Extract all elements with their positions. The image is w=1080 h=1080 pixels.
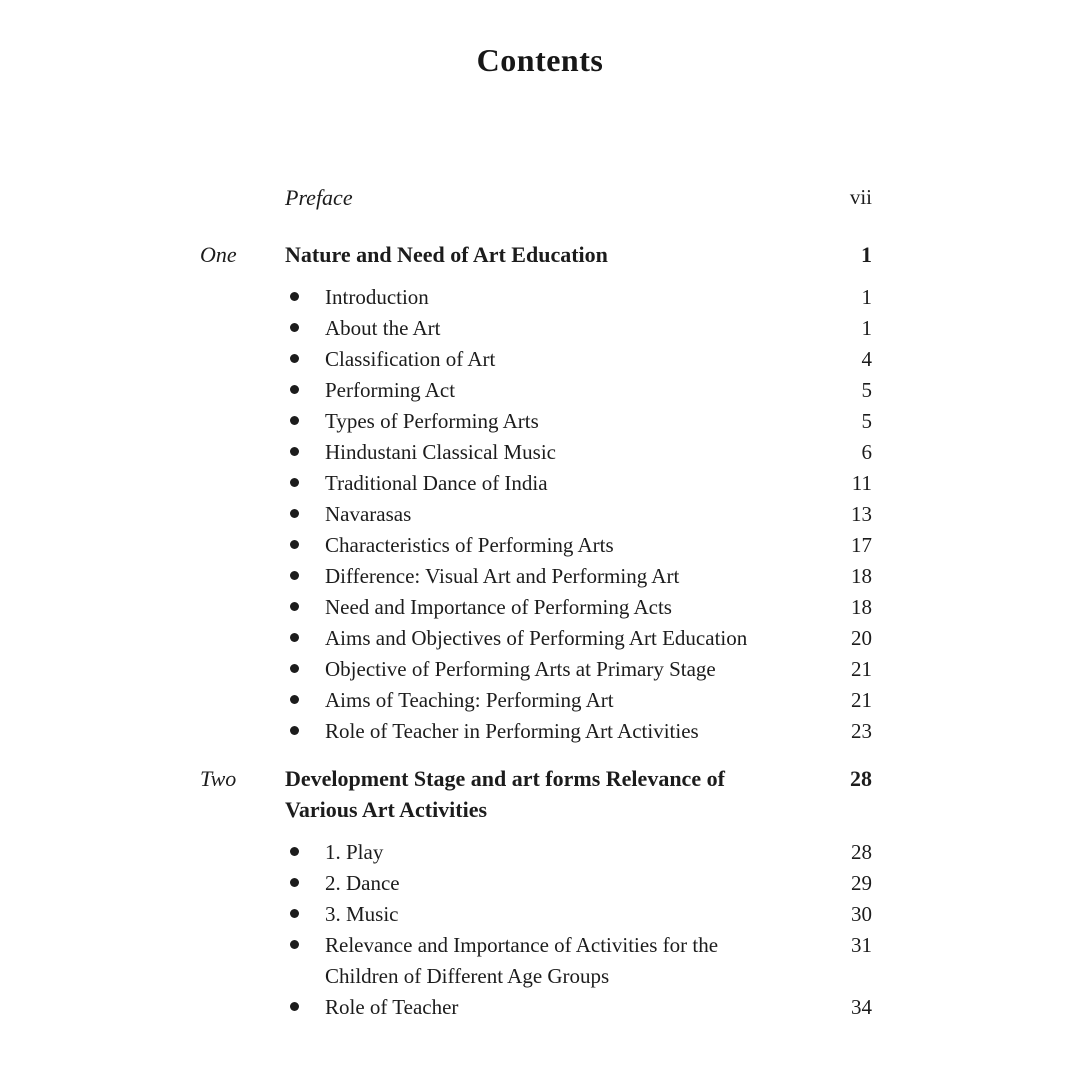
toc-item-label: Aims of Teaching: Performing Art bbox=[325, 688, 614, 712]
bullet-icon bbox=[290, 909, 299, 918]
chapter-items bbox=[200, 837, 872, 1023]
toc-item-page-number: 4 bbox=[861, 347, 872, 371]
toc-item bbox=[285, 437, 792, 468]
toc-item-label: Role of Teacher bbox=[325, 995, 459, 1019]
bullet-icon bbox=[290, 695, 299, 704]
bullet-icon bbox=[290, 571, 299, 580]
toc-item-page-number: 21 bbox=[851, 657, 872, 681]
bullet-icon bbox=[290, 633, 299, 642]
chapter-items bbox=[200, 282, 872, 747]
toc-item-page-number: 29 bbox=[851, 871, 872, 895]
toc-item-page-number: 5 bbox=[861, 409, 872, 433]
toc-item-row bbox=[200, 868, 872, 899]
toc-item bbox=[285, 313, 792, 344]
toc-item bbox=[285, 282, 792, 313]
chapter-number: Two bbox=[200, 766, 237, 791]
toc-item bbox=[285, 344, 792, 375]
toc-item-page-number: 31 bbox=[851, 933, 872, 957]
toc-item-row bbox=[200, 282, 872, 313]
bullet-icon bbox=[290, 292, 299, 301]
toc-item bbox=[285, 930, 792, 992]
chapter-heading-row bbox=[200, 239, 872, 270]
bullet-icon bbox=[290, 847, 299, 856]
bullet-icon bbox=[290, 354, 299, 363]
chapter-title: Development Stage and art forms Relevance of Various Art Activities bbox=[285, 766, 725, 822]
bullet-icon bbox=[290, 416, 299, 425]
toc-item-row bbox=[200, 592, 872, 623]
toc-item bbox=[285, 406, 792, 437]
toc-item-row bbox=[200, 654, 872, 685]
toc-item-page-number: 17 bbox=[851, 533, 872, 557]
bullet-icon bbox=[290, 385, 299, 394]
bullet-icon bbox=[290, 540, 299, 549]
toc-item-label: Traditional Dance of India bbox=[325, 471, 548, 495]
toc-item-label: Aims and Objectives of Performing Art Education bbox=[325, 626, 748, 650]
preface-page-number: vii bbox=[849, 185, 872, 209]
toc-item-label: Hindustani Classical Music bbox=[325, 440, 556, 464]
toc-item bbox=[285, 623, 792, 654]
toc-item-label: Objective of Performing Arts at Primary Stage bbox=[325, 657, 716, 681]
toc-item bbox=[285, 899, 792, 930]
toc-item-label: Relevance and Importance of Activities for the Children of Different Age Groups bbox=[325, 933, 719, 988]
chapter-title: Nature and Need of Art Education bbox=[285, 242, 608, 267]
toc-item-row bbox=[200, 313, 872, 344]
page-title: Contents bbox=[476, 42, 604, 78]
bullet-icon bbox=[290, 1002, 299, 1011]
toc-item bbox=[285, 685, 792, 716]
bullet-icon bbox=[290, 726, 299, 735]
toc-item-row bbox=[200, 685, 872, 716]
bullet-icon bbox=[290, 478, 299, 487]
toc-item-page-number: 34 bbox=[851, 995, 872, 1019]
toc-item-row bbox=[200, 561, 872, 592]
toc-item-row bbox=[200, 468, 872, 499]
toc-item-page-number: 6 bbox=[861, 440, 872, 464]
toc-item-row bbox=[200, 499, 872, 530]
bullet-icon bbox=[290, 878, 299, 887]
toc-item bbox=[285, 468, 792, 499]
toc-item-label: 3. Music bbox=[325, 902, 399, 926]
toc-item-label: Need and Importance of Performing Acts bbox=[325, 595, 672, 619]
toc-item bbox=[285, 992, 792, 1023]
toc-item-label: Navarasas bbox=[325, 502, 412, 526]
chapter-page-number: 1 bbox=[861, 242, 872, 267]
toc-item-page-number: 21 bbox=[851, 688, 872, 712]
bullet-icon bbox=[290, 664, 299, 673]
toc-item bbox=[285, 592, 792, 623]
chapter-list bbox=[200, 239, 872, 1023]
bullet-icon bbox=[290, 602, 299, 611]
toc-item bbox=[285, 530, 792, 561]
toc-item-page-number: 28 bbox=[851, 840, 872, 864]
toc-item-label: Introduction bbox=[325, 285, 429, 309]
toc-item-page-number: 5 bbox=[861, 378, 872, 402]
toc-item-label: Performing Act bbox=[325, 378, 456, 402]
table-of-contents bbox=[200, 182, 872, 1023]
preface-row bbox=[200, 182, 872, 213]
toc-item-row bbox=[200, 623, 872, 654]
chapter-section bbox=[200, 239, 872, 747]
toc-item-row bbox=[200, 716, 872, 747]
toc-item-page-number: 13 bbox=[851, 502, 872, 526]
toc-item-page-number: 30 bbox=[851, 902, 872, 926]
chapter-section bbox=[200, 763, 872, 1023]
bullet-icon bbox=[290, 509, 299, 518]
toc-item bbox=[285, 375, 792, 406]
chapter-number: One bbox=[200, 242, 237, 267]
toc-item bbox=[285, 868, 792, 899]
toc-item bbox=[285, 837, 792, 868]
toc-item-row bbox=[200, 930, 872, 992]
toc-item-label: About the Art bbox=[325, 316, 441, 340]
toc-item-page-number: 18 bbox=[851, 564, 872, 588]
toc-item-label: Characteristics of Performing Arts bbox=[325, 533, 614, 557]
toc-item-page-number: 20 bbox=[851, 626, 872, 650]
preface-label: Preface bbox=[285, 185, 353, 210]
toc-item-row bbox=[200, 992, 872, 1023]
bullet-icon bbox=[290, 940, 299, 949]
toc-item-row bbox=[200, 899, 872, 930]
chapter-page-number: 28 bbox=[850, 766, 872, 791]
toc-item-page-number: 18 bbox=[851, 595, 872, 619]
toc-item-row bbox=[200, 437, 872, 468]
toc-item-row bbox=[200, 530, 872, 561]
toc-item-row bbox=[200, 837, 872, 868]
toc-item-label: Role of Teacher in Performing Art Activities bbox=[325, 719, 699, 743]
toc-item-label: Difference: Visual Art and Performing Art bbox=[325, 564, 680, 588]
toc-item-label: 1. Play bbox=[325, 840, 384, 864]
chapter-heading-row bbox=[200, 763, 872, 825]
toc-item-row bbox=[200, 406, 872, 437]
toc-item-label: Classification of Art bbox=[325, 347, 496, 371]
bullet-icon bbox=[290, 447, 299, 456]
toc-item-page-number: 11 bbox=[851, 471, 872, 495]
bullet-icon bbox=[290, 323, 299, 332]
toc-item-label: 2. Dance bbox=[325, 871, 400, 895]
toc-item-row bbox=[200, 375, 872, 406]
toc-item bbox=[285, 654, 792, 685]
toc-item bbox=[285, 499, 792, 530]
toc-item bbox=[285, 716, 792, 747]
toc-item bbox=[285, 561, 792, 592]
toc-item-page-number: 1 bbox=[861, 285, 872, 309]
toc-item-page-number: 1 bbox=[861, 316, 872, 340]
toc-item-label: Types of Performing Arts bbox=[325, 409, 539, 433]
toc-item-row bbox=[200, 344, 872, 375]
toc-item-page-number: 23 bbox=[851, 719, 872, 743]
